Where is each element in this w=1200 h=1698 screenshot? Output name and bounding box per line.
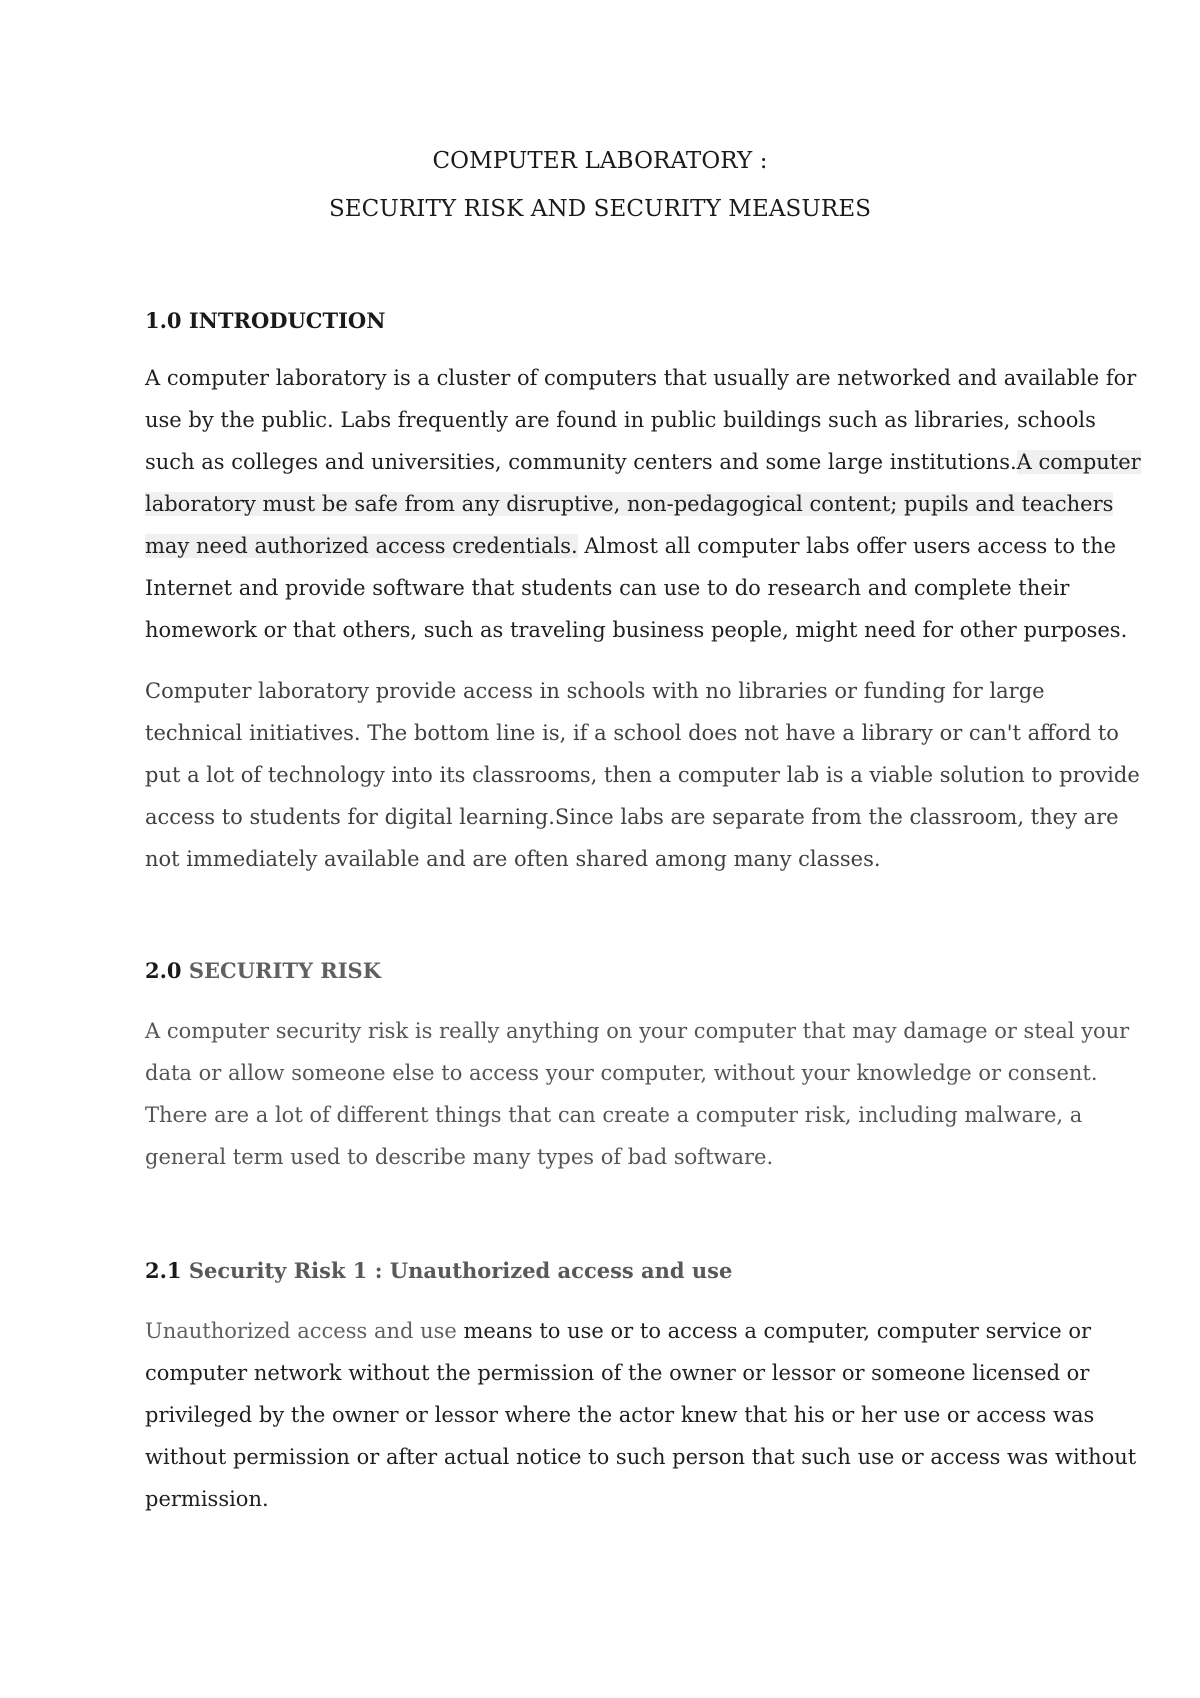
paragraph-line: A computer security risk is really anything on your computer that may damage or steal your <box>145 1019 1130 1043</box>
paragraph-line: A computer laboratory is a cluster of computers that usually are networked and available for <box>145 366 1137 390</box>
paragraph-line: There are a lot of different things that can create a computer risk, including malware, a <box>145 1103 1083 1127</box>
paragraph-line: use by the public. Labs frequently are found in public buildings such as libraries, schools <box>145 408 1096 432</box>
paragraph-lead-term: Unauthorized access and use <box>145 1319 457 1343</box>
paragraph-line: homework or that others, such as traveling business people, might need for other purposes. <box>145 618 1128 642</box>
paragraph-line <box>145 525 1117 567</box>
section-heading-security-risk <box>145 958 381 983</box>
paragraph-line: permission. <box>145 1487 269 1511</box>
paragraph-text: such as colleges and universities, community centers and some large institutions. <box>145 450 1017 474</box>
introduction-paragraph-1 <box>145 357 1141 651</box>
security-risk-1-paragraph <box>145 1310 1137 1520</box>
section-heading-introduction: 1.0 INTRODUCTION <box>145 308 386 333</box>
paragraph-line: data or allow someone else to access your computer, without your knowledge or consent. <box>145 1061 1098 1085</box>
paragraph-text: Almost all computer labs offer users access to the <box>577 534 1117 558</box>
paragraph-line: not immediately available and are often shared among many classes. <box>145 847 881 871</box>
section-title: SECURITY RISK <box>181 958 381 983</box>
document-title: COMPUTER LABORATORY : <box>432 148 768 174</box>
paragraph-line: general term used to describe many types of bad software. <box>145 1145 774 1169</box>
highlighted-text: may need authorized access credentials. <box>145 534 578 558</box>
security-risk-paragraph <box>145 1010 1130 1178</box>
paragraph-line: privileged by the owner or lessor where the actor knew that his or her use or access was <box>145 1403 1095 1427</box>
document-subtitle: SECURITY RISK AND SECURITY MEASURES <box>328 196 872 222</box>
highlighted-text: laboratory must be safe from any disruptive, non-pedagogical content; pupils and teachers <box>145 492 1114 516</box>
section-number: 2.0 <box>145 958 182 983</box>
highlighted-text: A computer <box>1016 450 1141 474</box>
paragraph-line <box>145 1310 1091 1352</box>
paragraph-line: put a lot of technology into its classrooms, then a computer lab is a viable solution to provide <box>145 763 1140 787</box>
paragraph-line <box>145 483 1114 525</box>
section-number: 2.1 <box>145 1258 182 1283</box>
section-heading-security-risk-1 <box>145 1258 732 1283</box>
paragraph-line <box>145 441 1141 483</box>
paragraph-line: without permission or after actual notice to such person that such use or access was without <box>145 1445 1137 1469</box>
paragraph-text: means to use or to access a computer, computer service or <box>456 1319 1091 1343</box>
paragraph-line: computer network without the permission of the owner or lessor or someone licensed or <box>145 1361 1090 1385</box>
introduction-paragraph-2 <box>145 670 1140 880</box>
paragraph-line: technical initiatives. The bottom line is, if a school does not have a library or can't afford to <box>145 721 1119 745</box>
paragraph-line: access to students for digital learning.Since labs are separate from the classroom, they are <box>145 805 1119 829</box>
paragraph-line: Computer laboratory provide access in schools with no libraries or funding for large <box>145 679 1045 703</box>
paragraph-line: Internet and provide software that students can use to do research and complete their <box>145 576 1070 600</box>
section-title: Security Risk 1 : Unauthorized access and use <box>181 1258 733 1283</box>
